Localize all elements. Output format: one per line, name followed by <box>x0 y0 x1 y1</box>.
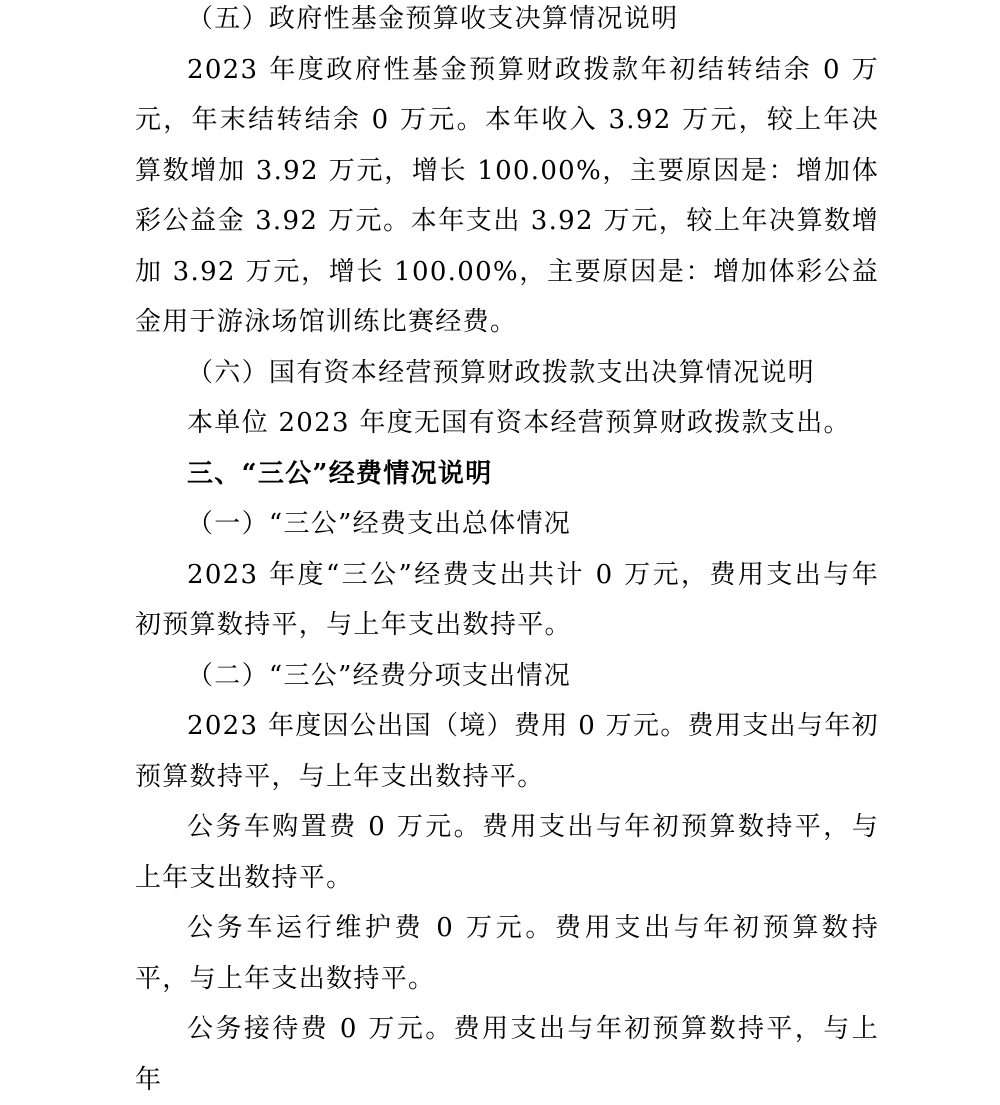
section-heading-fund-budget: （五）政府性基金预算收支决算情况说明 <box>187 4 679 34</box>
section-heading-state-capital: （六）国有资本经营预算财政拨款支出决算情况说明 <box>187 357 815 388</box>
subheading-three-public-items: （二）“三公”经费分项支出情况 <box>187 660 572 691</box>
paragraph-three-public-overall: 2023 年度“三公”经费支出共计 0 万元，费用支出与年初预算数持平，与上年支出数持平。 <box>135 559 879 640</box>
paragraph-overseas-travel: 2023 年度因公出国（境）费用 0 万元。费用支出与年初预算数持平，与上年支出数持平。 <box>135 711 879 792</box>
paragraph-state-capital: 本单位 2023 年度无国有资本经营预算财政拨款支出。 <box>187 408 851 438</box>
subheading-three-public-overall: （一）“三公”经费支出总体情况 <box>187 509 572 539</box>
document-page <box>135 0 879 1105</box>
section-heading-three-public: 三、“三公”经费情况说明 <box>187 458 493 489</box>
paragraph-reception: 公务接待费 0 万元。费用支出与年初预算数持平，与上年 <box>135 1014 879 1095</box>
paragraph-fund-budget: 2023 年度政府性基金预算财政拨款年初结转结余 0 万元，年末结转结余 0 万元。本年收入 3.92 万元，较上年决算数增加 3.92 万元，增长 100.00%，主要原因是：增加体彩公益金 3.92 万元。本年支出 3.92 万元，较上年决算数增加 3.92 万元，增长 100.00%，主要原因是：增加体彩公益金用于游泳场馆训练比赛经费。 <box>135 54 879 337</box>
paragraph-vehicle-purchase: 公务车购置费 0 万元。费用支出与年初预算数持平，与上年支出数持平。 <box>135 812 879 893</box>
paragraph-vehicle-maintenance: 公务车运行维护费 0 万元。费用支出与年初预算数持平，与上年支出数持平。 <box>135 913 879 994</box>
